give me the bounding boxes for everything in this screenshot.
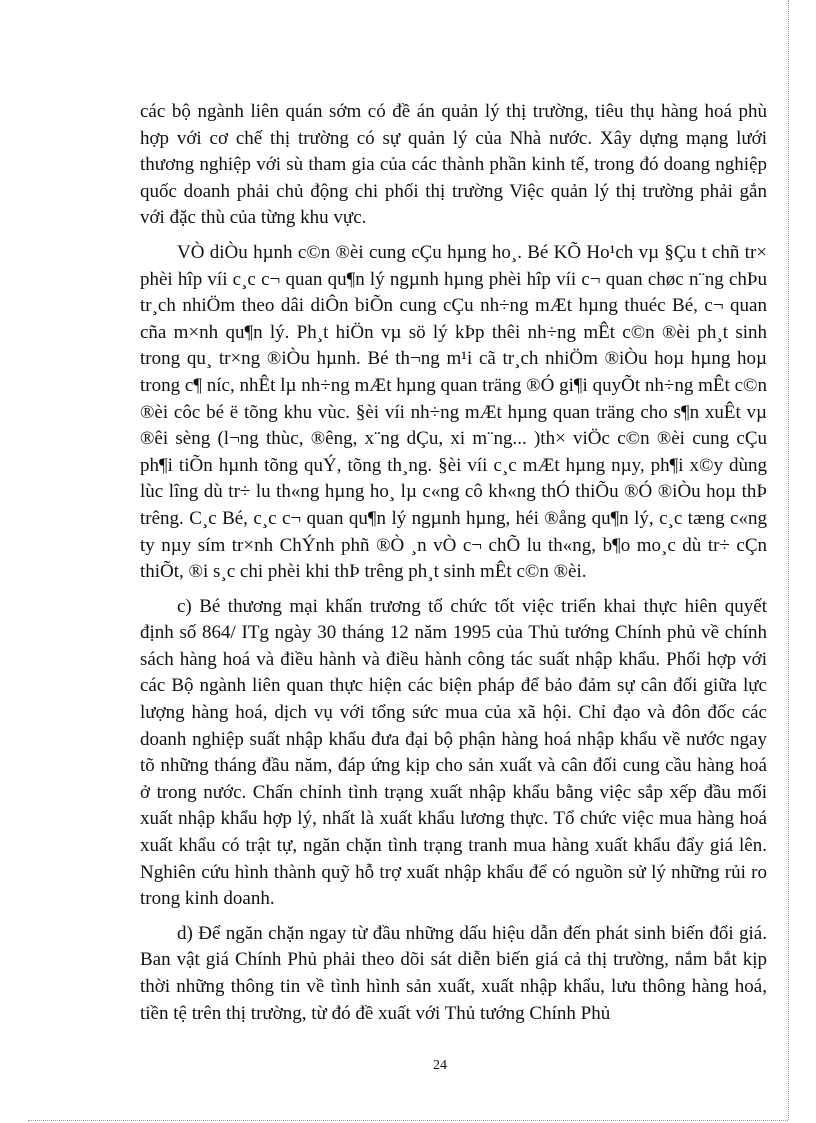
paragraph-ministry-of-trade: c) Bé thương mại khẩn trương tổ chức tốt việc triển khai thực hiên quyết định số 864/ ITg ngày 30 tháng 12 năm 1995 của Thủ tướng Chính phủ về chính sách hàng hoá và điều hành và điều hành công tác suất nhập khẩu. Phối hợp với các Bộ ngành liên quan thực hiện các biện pháp để bảo đảm sự cân đối giữa lực lượng hàng hoá, dịch vụ với tổng sức mua của xã hội. Chỉ đạo và đôn đốc các doanh nghiệp suất nhập khẩu đưa đại bộ phận hàng hoá nhập khẩu về nước ngay tõ những tháng đầu năm, đáp ứng kịp cho sản xuất và cân đối cung cầu hàng hoá ở trong nước. Chấn chỉnh tình trạng xuất nhập khẩu bằng việc sắp xếp đầu mối xuất nhập khẩu hợp lý, nhất là xuất khẩu lương thực. Tổ chức việc mua hàng hoá xuất khẩu có trật tự, ngăn chặn tình trạng tranh mua hàng xuất khẩu đẩy giá lên. Nghiên cứu hình thành quỹ hỗ trợ xuất nhập khẩu để có nguồn sử lý những rủi ro trong kinh doanh.	[140, 595, 767, 910]
paragraph-price-control: d) Để ngăn chặn ngay từ đầu những dấu hiệu dẫn đến phát sinh biến đổi giá. Ban vật giá Chính Phủ phải theo dõi sát diễn biến giá cả thị trường, nắm bắt kịp thời những thông tin về tình hình sản xuất, xuất nhập khẩu, lưu thông hàng hoá, tiền tệ trên thị trường, từ đó đề xuất với Thủ tướng Chính Phủ	[140, 922, 767, 1024]
paragraph-supply-demand-balance: VÒ diÒu hµnh c©n ®èi cung cÇu hµng ho¸. Bé KÕ Ho¹ch vµ §Çu t chñ tr× phèi hîp víi c¸c c¬ quan qu¶n lý ngµnh hµng phèi hîp víi c¬ quan chøc n¨ng chÞu tr¸ch nhiÖm theo dâi diÔn biÕn cung cÇu nh÷ng mÆt hµng thuéc Bé, c¬ quan cña m×nh qu¶n lý. Ph¸t hiÖn vµ sö lý kÞp thêi nh÷ng mÊt c©n ®èi ph¸t sinh trong qu¸ tr×ng ®iÒu hµnh. Bé th¬ng m¹i cã tr¸ch nhiÖm ®iÒu hoµ hµng hoµ trong c¶ níc, nhÊt lµ nh÷ng mÆt hµng quan träng ®Ó gi¶i quyÕt nh÷ng mÊt c©n ®èi côc bé ë tõng khu vùc. §èi víi nh÷ng mÆt hµng quan träng cho s¶n xuÊt vµ ®êi sèng (l¬ng thùc, ®êng, x¨ng dÇu, xi m¨ng... )th× viÖc c©n ®èi cung cÇu ph¶i tiÕn hµnh tõng quÝ, tõng th¸ng. §èi víi c¸c mÆt hµng nµy, ph¶i x©y dùng lùc lîng dù tr÷ lu th«ng hµng ho¸ lµ c«ng cô kh«ng thÓ thiÕu ®Ó ®iÒu hoµ thÞ trêng. C¸c Bé, c¸c c¬ quan qu¶n lý ngµnh hµng, héi ®ång qu¶n lý, c¸c tæng c«ng ty nµy sím tr×nh ChÝnh phñ ®Ò ¸n vÒ c¬ chÕ lu th«ng, b¶o mo¸c dù tr÷ cÇn thiÕt, ®i s¸c chi phèi khi thÞ trêng ph¸t sinh mÊt c©n ®èi.	[140, 241, 767, 583]
body-text	[140, 99, 767, 1035]
page-border-right	[788, 0, 789, 1120]
paragraph-market-management: các bộ ngành liên quán sớm có đề án quản lý thị trường, tiêu thụ hàng hoá phù hợp với cơ chế thị trường có sự quản lý của Nhà nước. Xây dựng mạng lưới thương nghiệp với sù tham gia của các thành phần kinh tế, trong đó doang nghiệp quốc doanh phải chủ động chi phối thị trường Việc quản lý thị trường phải gắn với đặc thù của từng khu vực.	[140, 101, 767, 229]
page-border-bottom	[28, 1120, 788, 1121]
page-number: 24	[433, 1058, 447, 1073]
